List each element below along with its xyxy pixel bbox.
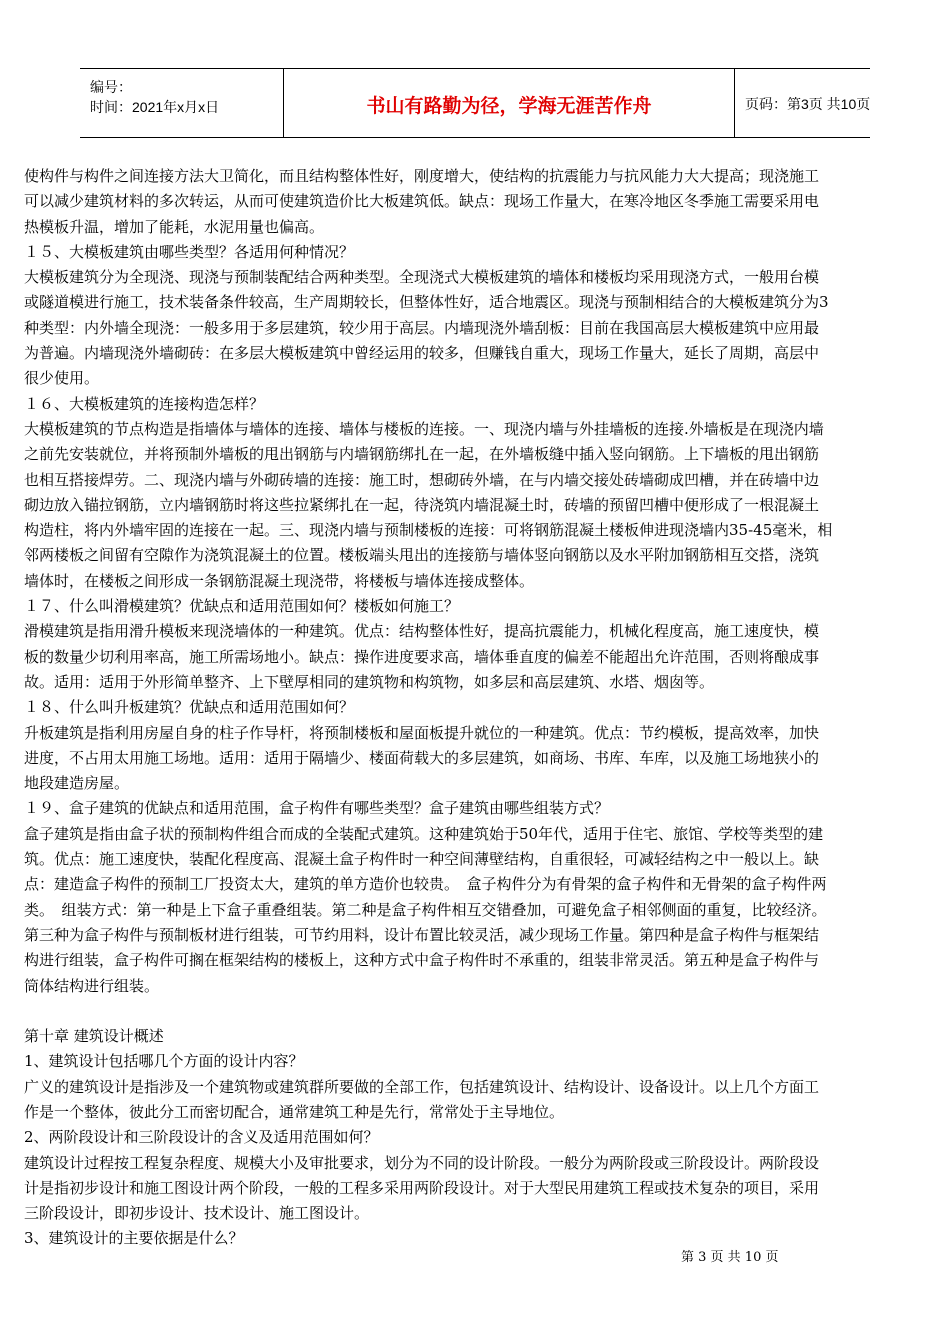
body-text-line: 3、建筑设计的主要依据是什么？ [24,1229,244,1248]
date-label: 时间：2021年x月x日 [90,99,220,115]
body-text-line: 进度，不占用太用施工场地。适用：适用于隔墙少、楼面荷载大的多层建筑，如商场、书库、车库，以及施工场地狭小的 [24,748,820,767]
body-text-line: 计是指初步设计和施工图设计两个阶段，一般的工程多采用两阶段设计。对于大型民用建筑工程或技术复杂的项目，采用 [24,1178,820,1197]
body-text-line: 作是一个整体，彼此分工而密切配合，通常建筑工种是先行，常常处于主导地位。 [24,1102,565,1121]
body-text-line: 广义的建筑设计是指涉及一个建筑物或建筑群所要做的全部工作，包括建筑设计、结构设计、设备设计。以上几个方面工 [24,1077,820,1096]
body-text-line: １６、大模板建筑的连接构造怎样？ [24,394,265,413]
blank-line [24,999,930,1024]
body-text-line: 三阶段设计，即初步设计、技术设计、施工图设计。 [24,1204,370,1223]
body-text-line: 筑。优点：施工速度快，装配化程度高、混凝土盒子构件时一种空间薄壁结构，自重很轻，可减轻结构之中一般以上。缺 [24,850,820,869]
document-body [24,164,930,1252]
body-text-line: １７、什么叫滑模建筑？优缺点和适用范围如何？楼板如何施工？ [24,597,460,616]
body-text-line: 滑模建筑是指用滑升模板来现浇墙体的一种建筑。优点：结构整体性好，提高抗震能力，机械化程度高，施工速度快，模 [24,622,820,641]
motto-text: 书山有路勤为径，学海无涯苦作舟 [366,95,652,117]
body-text-line: １９、盒子建筑的优缺点和适用范围，盒子构件有哪些类型？盒子建筑由哪些组装方式？ [24,799,610,818]
body-text-line: １５、大模板建筑由哪些类型？各适用何种情况？ [24,242,355,261]
body-text-line: 种类型：内外墙全现浇：一般多用于多层建筑，较少用于高层。内墙现浇外墙刮板：目前在我国高层大模板建筑中应用最 [24,318,820,337]
header-info-cell [80,69,284,137]
body-text-line: 邻两楼板之间留有空隙作为浇筑混凝土的位置。楼板端头甩出的连接筋与墙体竖向钢筋以及水平附加钢筋相互交搭，浇筑 [24,546,820,565]
body-text-line: 热模板升温，增加了能耗，水泥用量也偏高。 [24,217,325,236]
body-text-line: 第三种为盒子构件与预制板材进行组装，可节约用料，设计布置比较灵活，减少现场工作量。第四种是盒子构件与框架结 [24,925,820,944]
body-text-line: 地段建造房屋。 [24,774,130,793]
body-text-line: 故。适用：适用于外形简单整齐、上下壁厚相同的建筑物和构筑物，如多层和高层建筑、水塔、烟囱等。 [24,672,715,691]
body-text-line: 点：建造盒子构件的预制工厂投资太大，建筑的单方造价也较贵。 盒子构件分为有骨架的盒子构件和无骨架的盒子构件两 [24,875,827,894]
body-text-line: 很少使用。 [24,369,100,388]
body-text-line: 板的数量少切利用率高，施工所需场地小。缺点：操作进度要求高，墙体垂直度的偏差不能超出允许范围，否则将酿成事 [24,647,820,666]
body-text-line: 可以减少建筑材料的多次转运，从而可使建筑造价比大板建筑低。缺点：现场工作量大，在寒冷地区冬季施工需要采用电 [24,192,820,211]
body-text-line: 墙体时，在楼板之间形成一条钢筋混凝土现浇带，将楼板与墙体连接成整体。 [24,571,535,590]
body-text-line: 为普遍。内墙现浇外墙砌砖：在多层大模板建筑中曾经运用的较多，但赚钱自重大，现场工作量大，延长了周期，高层中 [24,344,820,363]
page-footer: 第 3 页 共 10 页 [681,1250,779,1265]
body-text-line: 1、建筑设计包括哪几个方面的设计内容？ [24,1052,304,1071]
body-text-line: 砌边放入锚拉钢筋，立内墙钢筋时将这些拉紧绑扎在一起，待浇筑内墙混凝土时，砖墙的预留凹槽中便形成了一根混凝土 [24,495,820,514]
body-text-line: 之前先安装就位，并将预制外墙板的甩出钢筋与内墙钢筋绑扎在一起，在外墙板缝中插入竖向钢筋。上下墙板的甩出钢筋 [24,445,820,464]
document-number-label: 编号： [90,79,132,95]
body-text-line: 筒体结构进行组装。 [24,976,160,995]
header-motto-cell [284,69,735,137]
body-text-line: 大模板建筑分为全现浇、现浇与预制装配结合两种类型。全现浇式大模板建筑的墙体和楼板均采用现浇方式，一般用台模 [24,268,820,287]
body-text-line: 大模板建筑的节点构造是指墙体与墙体的连接、墙体与楼板的连接。一、现浇内墙与外挂墙板的连接.外墙板是在现浇内墙 [24,419,824,438]
body-text-line: 构进行组装，盒子构件可搁在框架结构的楼板上，这种方式中盒子构件时不承重的，组装非常灵活。第五种是盒子构件与 [24,951,820,970]
body-text-line: 使构件与构件之间连接方法大卫简化，而且结构整体性好，刚度增大，使结构的抗震能力与抗风能力大大提高；现浇施工 [24,167,820,185]
body-text-line: 类。 组装方式：第一种是上下盒子重叠组装。第二种是盒子构件相互交错叠加，可避免盒子相邻侧面的重复，比较经济。 [24,900,827,919]
body-text-line: 盒子建筑是指由盒子状的预制构件组合而成的全装配式建筑。这种建筑始于50年代，适用于住宅、旅馆、学校等类型的建 [24,824,824,843]
body-text-line: 升板建筑是指利用房屋自身的柱子作导杆，将预制楼板和屋面板提升就位的一种建筑。优点：节约模板，提高效率，加快 [24,723,820,742]
body-text-line: １８、什么叫升板建筑？优缺点和适用范围如何？ [24,698,355,717]
body-text-line: 2、两阶段设计和三阶段设计的含义及适用范围如何？ [24,1128,379,1147]
body-text-line: 建筑设计过程按工程复杂程度、规模大小及审批要求，划分为不同的设计阶段。一般分为两阶段或三阶段设计。两阶段设 [24,1153,820,1172]
body-text-line: 或隧道模进行施工，技术装备条件较高，生产周期较长，但整体性好，适合地震区。现浇与预制相结合的大模板建筑分为3 [24,293,829,312]
header-page-cell [735,69,870,137]
body-text-line: 第十章 建筑设计概述 [24,1027,164,1046]
body-text-line: 构造柱，将内外墙牢固的连接在一起。三、现浇内墙与预制楼板的连接：可将钢筋混凝土楼板伸进现浇墙内35-45毫米，相 [24,521,833,540]
page-header [80,68,870,138]
body-text-line: 也相互搭接焊劳。二、现浇内墙与外砌砖墙的连接：施工时，想砌砖外墙，在与内墙交接处砖墙砌成凹槽，并在砖墙中边 [24,470,820,489]
page-code-label: 页码：第3页 共10页 [745,96,871,112]
